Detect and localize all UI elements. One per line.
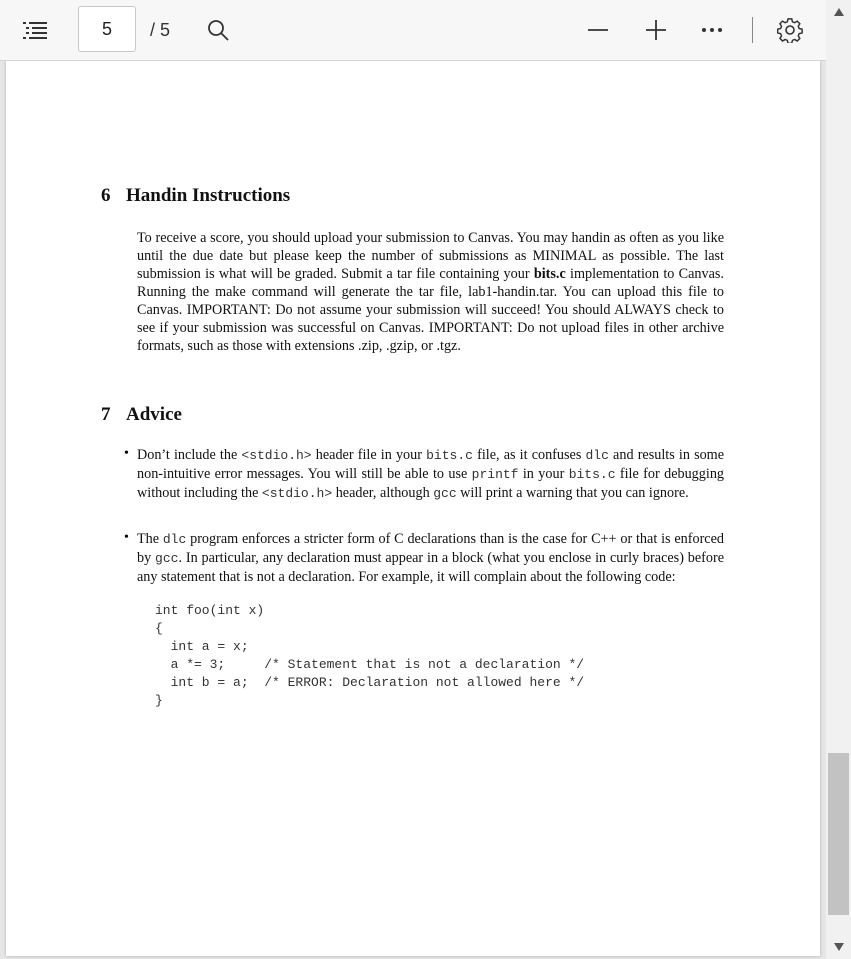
section-number: 6 bbox=[101, 185, 111, 206]
section-title: Advice bbox=[126, 404, 182, 425]
paragraph-text: implementation to Canvas. Running the make command will generate the tar file, lab1-handin.tar. You can upload this file to Canvas. IMPORTANT: Do not assume your submission will succeed! You should ALWAYS check to see if your submission was successful on Canvas. IMPORTANT: Do not upload files in other archive formats, such as those with extensions .zip, .gzip, or .tgz. bbox=[137, 266, 724, 354]
code-line: { bbox=[155, 621, 163, 636]
code-line: int foo(int x) bbox=[155, 603, 265, 618]
zoom-out-button[interactable] bbox=[582, 14, 614, 46]
text: file, as it confuses bbox=[472, 447, 586, 463]
code-text: bits.c bbox=[426, 448, 473, 463]
section-number: 7 bbox=[101, 404, 111, 425]
code-line: } bbox=[155, 693, 163, 708]
code-text: gcc bbox=[433, 486, 457, 501]
zoom-out-icon bbox=[587, 19, 609, 41]
page-total: / 5 bbox=[150, 19, 171, 40]
toolbar-divider bbox=[752, 17, 753, 43]
text: header file in your bbox=[311, 447, 427, 463]
scroll-down-button[interactable] bbox=[826, 935, 851, 959]
code-text: dlc bbox=[162, 532, 187, 547]
advice-bullet-2 bbox=[137, 530, 724, 586]
pdf-toolbar bbox=[0, 0, 826, 61]
text: program enforces a stricter form of C declarations than is the case for C++ or that is enforced by bbox=[137, 531, 724, 566]
code-text: <stdio.h> bbox=[261, 486, 333, 501]
bold-filename: bits.c bbox=[533, 266, 566, 282]
contents-icon bbox=[23, 20, 49, 40]
handin-paragraph bbox=[137, 229, 724, 355]
code-text: <stdio.h> bbox=[241, 448, 312, 463]
text: will print a warning that you can ignore. bbox=[456, 485, 689, 501]
bullet-marker: • bbox=[124, 530, 129, 545]
settings-button[interactable] bbox=[772, 12, 808, 48]
section-7-heading bbox=[101, 404, 182, 426]
text: header, although bbox=[332, 485, 434, 501]
page-number-input[interactable]: 5 bbox=[78, 6, 136, 52]
code-text: printf bbox=[471, 467, 519, 482]
section-6-heading bbox=[101, 185, 290, 207]
arrow-up-icon bbox=[834, 8, 844, 16]
text: . In particular, any declaration must appear in a block (what you enclose in curly braces) before any statement that is not a declaration. For example, it will complain about the following code: bbox=[137, 550, 725, 585]
code-line: a *= 3; /* Statement that is not a declaration */ bbox=[155, 657, 585, 672]
code-line: int b = a; /* ERROR: Declaration not allowed here */ bbox=[155, 675, 585, 690]
text: in your bbox=[518, 466, 569, 482]
search-icon bbox=[206, 18, 230, 42]
zoom-in-button[interactable] bbox=[640, 14, 672, 46]
text: Don’t include the bbox=[137, 447, 242, 463]
bullet-marker: • bbox=[124, 446, 129, 461]
scroll-up-button[interactable] bbox=[826, 0, 851, 24]
settings-icon bbox=[777, 17, 803, 43]
code-text: gcc bbox=[155, 551, 179, 566]
code-text: bits.c bbox=[568, 467, 616, 482]
pdf-page bbox=[6, 61, 820, 956]
paragraph-text: To receive a score, you should upload your submission to Canvas. You may handin as often as you like until the due date but please keep the number of submissions as MINIMAL as possible. The last submission is what will be graded. Submit a tar file containing your bbox=[137, 230, 724, 282]
code-text: dlc bbox=[585, 448, 609, 463]
scroll-thumb[interactable] bbox=[828, 753, 849, 915]
zoom-in-icon bbox=[645, 19, 667, 41]
code-line: int a = x; bbox=[155, 639, 249, 654]
document-viewport bbox=[0, 61, 826, 959]
more-options-button[interactable] bbox=[696, 14, 728, 46]
advice-bullet-1 bbox=[137, 446, 724, 503]
section-title: Handin Instructions bbox=[126, 185, 291, 206]
text: and results in some non-intuitive error messages. You will still be able to use bbox=[137, 447, 725, 482]
arrow-down-icon bbox=[834, 943, 844, 951]
vertical-scrollbar[interactable] bbox=[826, 0, 851, 959]
search-button[interactable] bbox=[202, 14, 234, 46]
contents-button[interactable] bbox=[18, 14, 54, 46]
text: file for debugging without including the bbox=[137, 466, 725, 501]
text: The bbox=[137, 531, 163, 547]
more-icon bbox=[700, 27, 724, 33]
